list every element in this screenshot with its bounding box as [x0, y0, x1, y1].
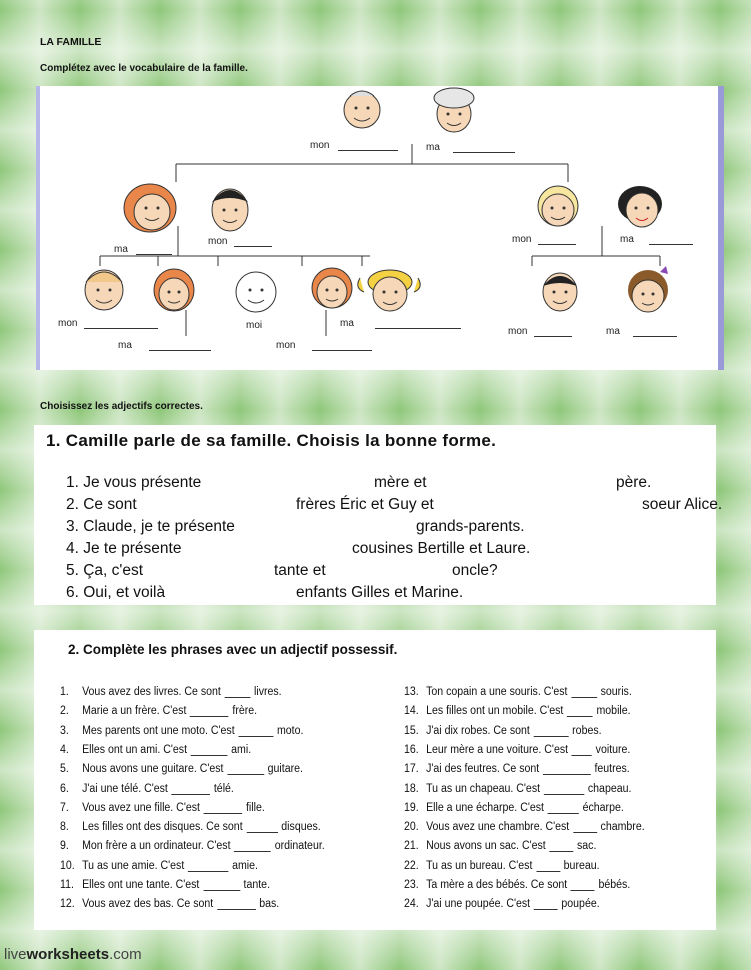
label-cousin-f: ma [606, 326, 677, 337]
sentence-text: Ta mère a des bébés. Ce sont [426, 879, 568, 891]
blank-mother[interactable] [136, 244, 172, 255]
exercise-1: 1. Camille parle de sa famille. Choisis la bonne forme. 1. Je vous présente mère et père. 2. Ce sont frères Éric et Guy et soeur Alice. 3. Claude, je te présente grands-parents. 4. Je te présente cousines Bertille et Laure. 5. Ça, c'est tante et oncle? 6. Oui, et voilà enfants Gilles et Marine. [34, 425, 716, 605]
label-mother: ma [114, 234, 172, 255]
label-grandfather: mon [310, 140, 398, 151]
sentence-noun: bébés. [598, 879, 631, 891]
sentence-noun: fille. [245, 801, 265, 814]
sentence-noun: tante. [243, 879, 271, 891]
blank-cousin-m[interactable] [534, 326, 572, 337]
answer-blank[interactable] [238, 725, 273, 737]
sentence-text: Marie a un frère. C'est [82, 705, 187, 718]
sentence-noun: poupée. [561, 898, 600, 911]
blank-sister2[interactable] [375, 318, 461, 329]
sentence-noun: chambre. [600, 821, 645, 834]
exercise-1-heading: 1. Camille parle de sa famille. Choisis la bonne forme. [46, 431, 497, 450]
answer-blank[interactable] [534, 725, 569, 737]
ex2-sentence-right-5 [404, 763, 630, 775]
sentence-number: 15. [404, 724, 419, 737]
answer-blank[interactable] [217, 898, 256, 910]
blank-grandfather[interactable] [338, 140, 398, 151]
sentence-text: Vous avez une chambre. C'est [426, 821, 570, 834]
answer-blank[interactable] [246, 821, 277, 833]
sentence-noun: sac. [577, 840, 597, 853]
sentence-noun: moto. [276, 724, 304, 737]
sentence-number: 12. [60, 898, 75, 911]
label-brother2: mon [276, 340, 372, 351]
blank-brother2[interactable] [312, 340, 372, 351]
sentence-number: 10. [60, 859, 75, 872]
answer-blank[interactable] [204, 802, 243, 814]
label-uncle: mon [512, 234, 576, 245]
instruction-adjectives: Choisissez les adjectifs correctes. [40, 401, 203, 412]
sentence-number: 21. [404, 840, 419, 853]
sentence-number: 23. [404, 879, 419, 891]
sentence-text: Elles ont une tante. C'est [82, 879, 200, 891]
sentence-noun: amie. [232, 859, 258, 872]
answer-blank[interactable] [544, 783, 584, 795]
answer-blank[interactable] [572, 744, 592, 756]
sentence-text: Elle a une écharpe. C'est [426, 801, 544, 814]
sentence-text: Leur mère a une voiture. C'est [426, 743, 569, 756]
sentence-text: Vous avez des bas. Ce sont [82, 898, 214, 911]
sentence-number: 16. [404, 743, 419, 756]
sentence-text: Tu as un chapeau. C'est [426, 782, 541, 795]
sentence-text: Vous avez une fille. C'est [82, 801, 200, 814]
ex2-sentence-right-1 [404, 686, 632, 698]
answer-blank[interactable] [188, 860, 228, 872]
sentence-number: 9. [60, 840, 69, 853]
sentence-number: 17. [404, 763, 419, 776]
answer-blank[interactable] [191, 744, 228, 756]
label-father: mon [208, 236, 272, 247]
face-sister2-icon [312, 268, 352, 308]
sentence-text: J'ai dix robes. Ce sont [426, 724, 530, 737]
sentence-noun: voiture. [595, 743, 631, 756]
exercise-2 [34, 630, 716, 930]
sentence-number: 7. [60, 801, 69, 814]
ex2-sentence-right-3 [404, 725, 602, 737]
sentence-text: J'ai une télé. C'est [82, 782, 168, 795]
ex2-sentence-right-12 [404, 898, 600, 910]
sentence-number: 14. [404, 705, 419, 718]
sentence-noun: mobile. [596, 705, 631, 718]
answer-blank[interactable] [203, 879, 240, 891]
ex2-sentence-right-4 [404, 744, 630, 756]
sentence-number: 19. [404, 801, 419, 814]
sentence-number: 18. [404, 782, 419, 795]
answer-blank[interactable] [227, 763, 264, 775]
sentence-noun: télé. [213, 782, 234, 795]
answer-blank[interactable] [549, 840, 573, 852]
sentence-noun: ordinateur. [274, 840, 325, 853]
answer-blank[interactable] [190, 705, 229, 717]
sentence-text: Elles ont un ami. C'est [82, 743, 188, 756]
answer-blank[interactable] [234, 840, 271, 852]
label-me: moi [246, 320, 263, 331]
sentence-text: J'ai une poupée. C'est [426, 898, 531, 911]
footer-brand[interactable]: liveworksheets.com [4, 946, 142, 963]
sentence-text: Tu as un bureau. C'est [426, 859, 533, 872]
sentence-text: Nous avons une guitare. C'est [82, 763, 224, 776]
sentence-noun: frère. [232, 705, 258, 718]
family-tree [36, 86, 724, 370]
sentence-number: 2. [60, 705, 69, 718]
page-title: LA FAMILLE [40, 36, 102, 48]
label-cousin-m: mon [508, 326, 572, 337]
sentence-text: Les filles ont des disques. Ce sont [82, 821, 243, 834]
sentence-number: 4. [60, 743, 69, 756]
sentence-number: 24. [404, 898, 419, 911]
face-mother-icon [124, 184, 176, 232]
face-uncle-icon [538, 186, 578, 226]
face-grandfather-icon [344, 91, 380, 128]
sentence-noun: livres. [253, 686, 282, 698]
blank-sister[interactable] [149, 340, 211, 351]
face-cousin-m-icon [543, 273, 577, 311]
sentence-noun: feutres. [594, 763, 630, 776]
sentence-noun: ami. [231, 743, 252, 756]
ex2-sentence-right-6 [404, 783, 631, 795]
answer-blank[interactable] [567, 705, 593, 717]
ex2-sentence-left-9 [60, 840, 325, 852]
sentence-text: J'ai des feutres. Ce sont [426, 763, 540, 776]
blank-brother[interactable] [84, 318, 158, 329]
face-grandmother-icon [434, 88, 474, 132]
face-father-icon [212, 189, 248, 231]
answer-blank[interactable] [172, 783, 211, 795]
sentence-noun: guitare. [267, 763, 303, 776]
face-brother-icon [85, 270, 123, 310]
ex2-sentence-left-1 [60, 686, 282, 698]
face-aunt-icon [618, 186, 662, 227]
blank-cousin-f[interactable] [633, 326, 677, 337]
answer-blank[interactable] [573, 821, 597, 833]
sentence-number: 13. [404, 686, 419, 698]
ex2-sentence-right-11 [404, 879, 630, 891]
sentence-number: 20. [404, 821, 419, 834]
ex2-sentence-left-11 [60, 879, 270, 891]
label-grandmother: ma [426, 142, 515, 153]
ex2-sentence-left-8 [60, 821, 321, 833]
answer-blank[interactable] [571, 686, 597, 698]
sentence-text: Ton copain a une souris. C'est [426, 686, 568, 698]
face-cousin-f-icon [628, 266, 668, 312]
sentence-text: Vous avez des livres. Ce sont [82, 686, 221, 698]
ex2-sentence-left-2 [60, 705, 257, 717]
sentence-number: 1. [60, 686, 69, 698]
ex2-sentence-left-6 [60, 783, 234, 795]
ex2-sentence-left-3 [60, 725, 303, 737]
sentence-text: Mes parents ont une moto. C'est [82, 724, 235, 737]
face-me-icon [236, 272, 276, 312]
answer-blank[interactable] [534, 898, 558, 910]
blank-aunt[interactable] [649, 234, 693, 245]
answer-blank[interactable] [548, 802, 579, 814]
ex2-sentence-right-9 [404, 840, 596, 852]
label-sister2: ma [340, 318, 461, 329]
face-sister-icon [154, 269, 194, 311]
sentence-number: 3. [60, 724, 69, 737]
blank-uncle[interactable] [538, 234, 576, 245]
sentence-noun: chapeau. [587, 782, 632, 795]
label-aunt: ma [620, 234, 693, 245]
blank-grandmother[interactable] [453, 142, 515, 153]
answer-blank[interactable] [571, 879, 595, 891]
answer-blank[interactable] [225, 686, 251, 698]
instruction-tree: Complétez avec le vocabulaire de la famille. [40, 63, 248, 74]
sentence-number: 11. [60, 879, 74, 891]
label-brother: mon [58, 318, 158, 329]
ex2-sentence-right-10 [404, 860, 600, 872]
sentence-noun: bureau. [563, 859, 600, 872]
sentence-noun: robes. [572, 724, 602, 737]
sentence-text: Tu as une amie. C'est [82, 859, 185, 872]
sentence-number: 22. [404, 859, 419, 872]
sentence-noun: souris. [600, 686, 632, 698]
sentence-text: Les filles ont un mobile. C'est [426, 705, 564, 718]
ex2-sentence-left-12 [60, 898, 279, 910]
sentence-number: 5. [60, 763, 69, 776]
sentence-number: 8. [60, 821, 69, 834]
label-sister: ma [118, 340, 211, 351]
ex2-sentence-left-10 [60, 860, 258, 872]
ex2-sentence-right-2 [404, 705, 631, 717]
sentence-text: Nous avons un sac. C'est [426, 840, 546, 853]
sentence-number: 6. [60, 782, 69, 795]
sentence-noun: disques. [281, 821, 321, 834]
blank-father[interactable] [234, 236, 272, 247]
sentence-noun: bas. [259, 898, 280, 911]
ex2-sentence-left-5 [60, 763, 303, 775]
ex2-sentence-left-4 [60, 744, 251, 756]
exercise-2-heading: 2. Complète les phrases avec un adjectif possessif. [68, 642, 398, 657]
sentence-text: Mon frère a un ordinateur. C'est [82, 840, 231, 853]
answer-blank[interactable] [543, 763, 591, 775]
face-brother2-icon [358, 270, 421, 311]
ex2-sentence-right-7 [404, 802, 624, 814]
answer-blank[interactable] [536, 860, 560, 872]
ex2-sentence-left-7 [60, 802, 265, 814]
ex2-sentence-right-8 [404, 821, 645, 833]
sentence-noun: écharpe. [582, 801, 624, 814]
